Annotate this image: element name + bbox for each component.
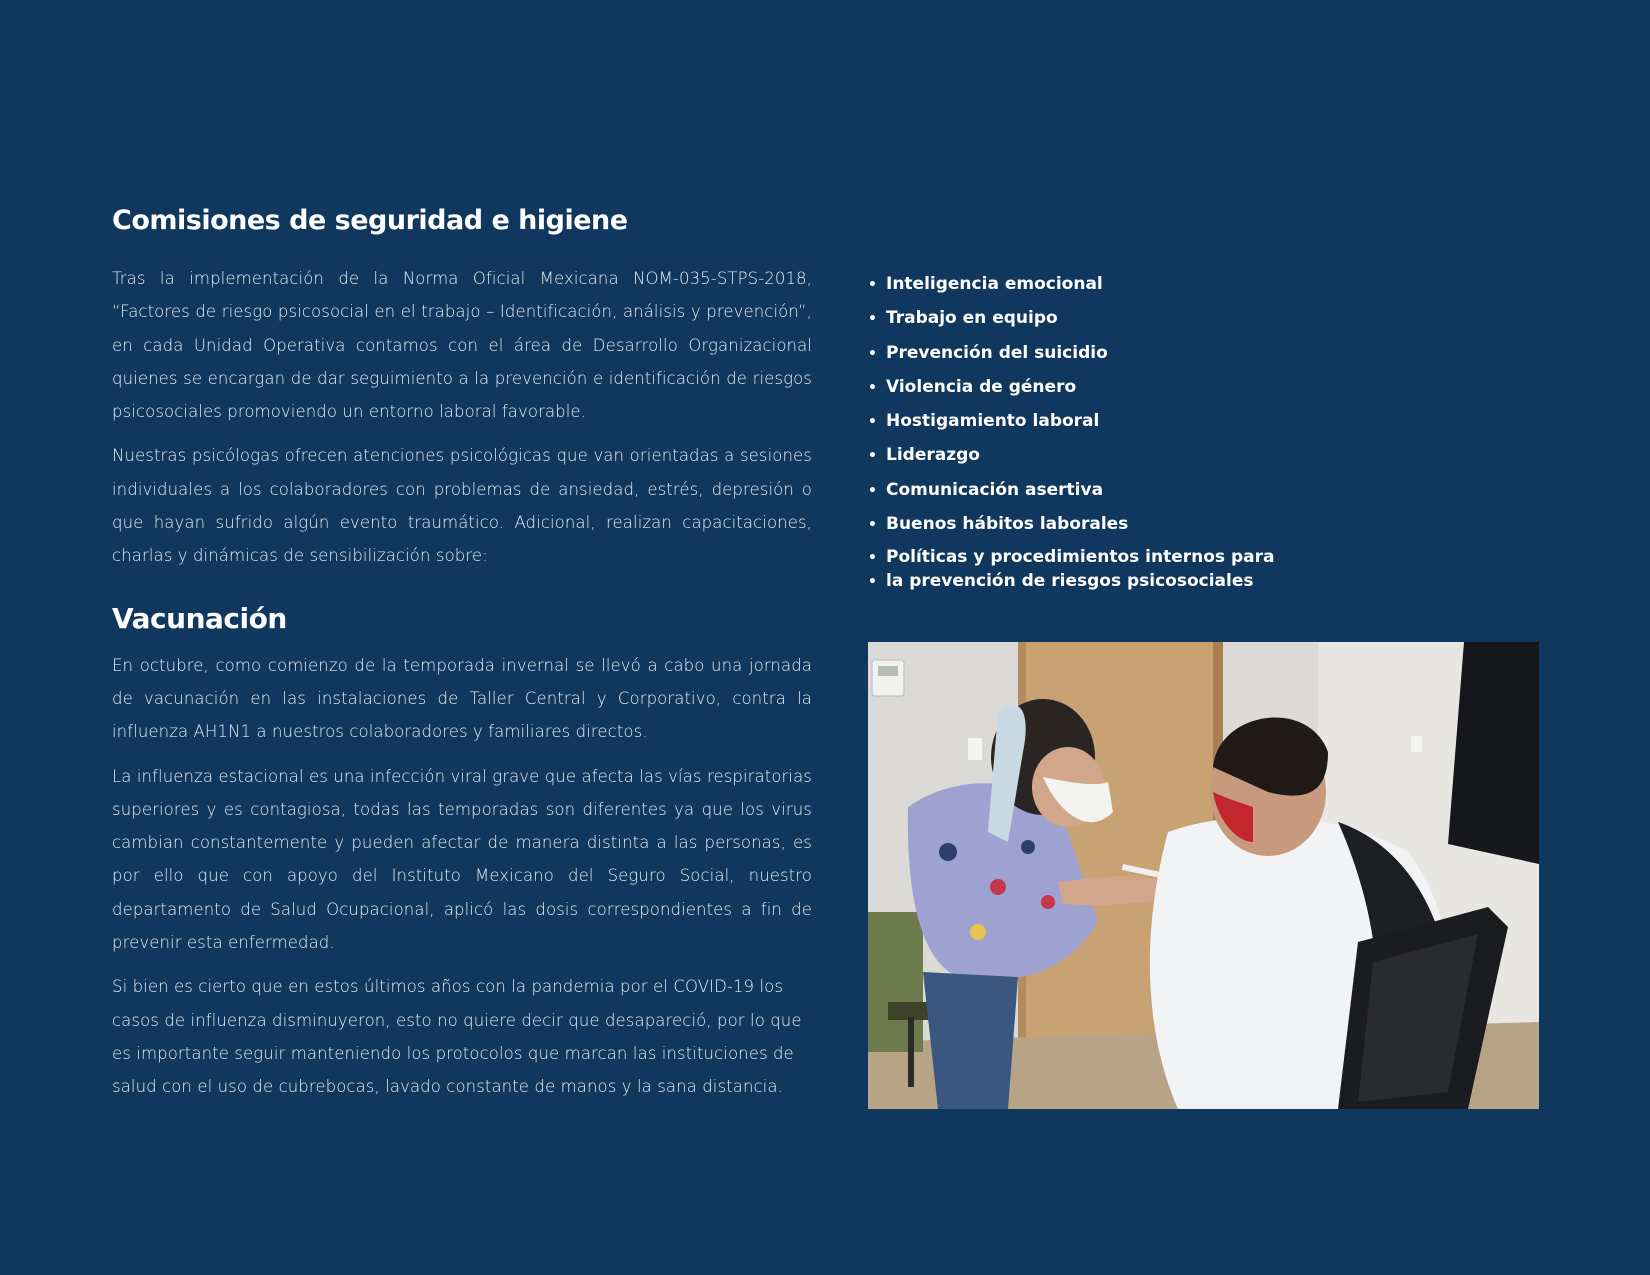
list-item: • la prevención de riesgos psicosociales xyxy=(868,570,1488,594)
bullet-icon: • xyxy=(868,379,877,396)
bullet-icon: • xyxy=(868,311,877,328)
list-item: • Inteligencia emocional xyxy=(868,268,1488,302)
vaccination-paragraph-2: La influenza estacional es una infección viral grave que afecta las vías respiratorias superiores y es contagiosa, todas las temporadas son diferentes ya que los virus cambian constantemente y pueden afectar de manera distinta a las personas, es por ello que con apoyo del Instituto Mexicano del Seguro Social, nuestro departamento de Salud Ocupacional, aplicó las dosis correspondientes a fin de prevenir esta enfermedad. xyxy=(112,766,812,953)
bullet-icon: • xyxy=(868,550,877,567)
bullet-icon: • xyxy=(868,414,877,431)
list-item: • Hostigamiento laboral xyxy=(868,405,1488,439)
bullet-icon: • xyxy=(868,517,877,534)
list-item: • Prevención del suicidio xyxy=(868,337,1488,371)
bullet-icon: • xyxy=(868,345,877,362)
vaccination-photo-illustration xyxy=(868,642,1539,1109)
vaccination-paragraph-1: En octubre, como comienzo de la temporada invernal se llevó a cabo una jornada de vacunación en las instalaciones de Taller Central y Corporativo, contra la influenza AH1N1 a nuestros colaboradores y familiares directos. xyxy=(112,655,812,742)
bullet-icon: • xyxy=(868,482,877,499)
vaccination-paragraph-3: Si bien es cierto que en estos últimos años con la pandemia por el COVID-19 los casos de influenza disminuyeron, esto no quiere decir que desapareció, por lo que es importante seguir manteniendo los protocolos que marcan las instituciones de salud con el uso de cubrebocas, lavado constante de manos y la sana distancia. xyxy=(112,977,802,1097)
list-item: • Comunicación asertiva xyxy=(868,474,1488,508)
section-title-vaccination: Vacunación xyxy=(112,601,287,635)
security-paragraph-2: Nuestras psicólogas ofrecen atenciones psicológicas que van orientadas a sesiones individuales a los colaboradores con problemas de ansiedad, estrés, depresión o que hayan sufrido algún evento traumático. Adicional, realizan capacitaciones, charlas y dinámicas de sensibilización sobre: xyxy=(112,446,812,566)
list-item: • Buenos hábitos laborales xyxy=(868,508,1488,542)
vaccination-photo xyxy=(868,642,1539,1109)
bullet-icon: • xyxy=(868,574,877,591)
left-column xyxy=(112,205,812,1115)
list-item: • Liderazgo xyxy=(868,439,1488,473)
security-paragraph-1: Tras la implementación de la Norma Oficial Mexicana NOM-035-STPS-2018, “Factores de riesgo psicosocial en el trabajo – Identificación, análisis y prevención”, en cada Unidad Operativa contamos con el área de Desarrollo Organizacional quienes se encargan de dar seguimiento a la prevención e identificación de riesgos psicosociales promoviendo un entorno laboral favorable. xyxy=(112,269,812,422)
list-item: • Trabajo en equipo xyxy=(868,302,1488,336)
topics-list xyxy=(868,268,1488,594)
section-title-security: Comisiones de seguridad e higiene xyxy=(112,205,628,236)
bullet-icon: • xyxy=(868,448,877,465)
bullet-icon: • xyxy=(868,277,877,293)
right-column xyxy=(868,268,1488,594)
list-item: • Políticas y procedimientos internos para xyxy=(868,546,1488,570)
list-item: • Violencia de género xyxy=(868,371,1488,405)
